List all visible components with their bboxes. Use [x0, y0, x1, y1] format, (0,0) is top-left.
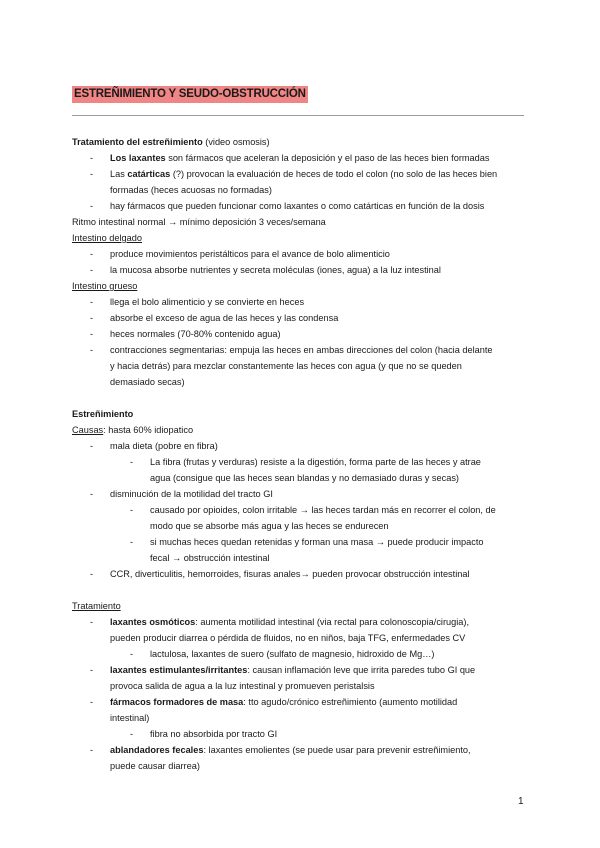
spacer: [72, 582, 532, 598]
sub-list-item: - si muchas heces quedan retenidas y forman una masa → puede producir impacto: [72, 534, 532, 550]
list-item: - produce movimientos peristálticos para el avance de bolo alimenticio: [72, 246, 532, 262]
list-item: - disminución de la motilidad del tracto GI: [72, 486, 532, 502]
section-heading-constipation: Estreñimiento: [72, 409, 134, 419]
list-item: - fármacos formadores de masa: tto agudo/crónico estreñimiento (aumento motilidad: [72, 694, 532, 710]
title-divider: [72, 115, 524, 116]
section-heading-treatment: Tratamiento: [72, 601, 121, 611]
list-item: - la mucosa absorbe nutrientes y secreta moléculas (iones, agua) a la luz intestinal: [72, 262, 532, 278]
list-item: - laxantes estimulantes/irritantes: causan inflamación leve que irrita paredes tubo GI que: [72, 662, 532, 678]
sub-list-item: - causado por opioides, colon irritable → las heces tardan más en recorrer el colon, de: [72, 502, 532, 518]
sub-list-item-continuation: modo que se absorbe más agua y las heces se endurecen: [150, 521, 389, 531]
list-item: - CCR, diverticulitis, hemorroides, fisuras anales→ pueden provocar obstrucción intestinal: [72, 566, 532, 582]
list-item: - laxantes osmóticos: aumenta motilidad intestinal (via rectal para colonoscopia/cirugia),: [72, 614, 532, 630]
paragraph-causes: Causas: hasta 60% idiopatico: [72, 425, 194, 435]
list-item: - mala dieta (pobre en fibra): [72, 438, 532, 454]
subheading-small-intestine: Intestino delgado: [72, 233, 142, 243]
list-item-continuation: demasiado secas): [110, 377, 185, 387]
list-item-continuation: puede causar diarrea): [110, 761, 200, 771]
sub-list-item: - fibra no absorbida por tracto GI: [72, 726, 532, 742]
list-item: - hay fármacos que pueden funcionar como laxantes o como catárticas en función de la dosis: [72, 198, 532, 214]
list-item: - Los laxantes son fármacos que aceleran la deposición y el paso de las heces bien formadas: [72, 150, 532, 166]
list-item-continuation: provoca salida de agua a la luz intestinal y promueven peristalsis: [110, 681, 375, 691]
document-body: [72, 134, 532, 774]
list-item-continuation: formadas (heces acuosas no formadas): [110, 185, 272, 195]
list-item: - absorbe el exceso de agua de las heces y las condensa: [72, 310, 532, 326]
list-item: - ablandadores fecales: laxantes emolientes (se puede usar para prevenir estreñimiento,: [72, 742, 532, 758]
page-title: ESTREÑIMIENTO Y SEUDO-OBSTRUCCIÓN: [72, 86, 308, 103]
list-item: - Las catárticas (?) provocan la evaluación de heces de todo el colon (no solo de las heces bien: [72, 166, 532, 182]
sub-list-item: - lactulosa, laxantes de suero (sulfato de magnesio, hidroxido de Mg…): [72, 646, 532, 662]
list-item-continuation: intestinal): [110, 713, 150, 723]
list-item: - heces normales (70-80% contenido agua): [72, 326, 532, 342]
paragraph: Ritmo intestinal normal → mínimo deposición 3 veces/semana: [72, 217, 326, 227]
section-heading-treatment-constipation: Tratamiento del estreñimiento (video osmosis): [72, 137, 270, 147]
subheading-large-intestine: Intestino grueso: [72, 281, 138, 291]
sub-list-item-continuation: fecal → obstrucción intestinal: [150, 553, 270, 563]
sub-list-item-continuation: agua (consigue que las heces sean blandas y no demasiado duras y secas): [150, 473, 459, 483]
spacer: [72, 390, 532, 406]
page-number: 1: [518, 796, 524, 807]
list-item: - contracciones segmentarias: empuja las heces en ambas direcciones del colon (hacia delante: [72, 342, 532, 358]
sub-list-item: - La fibra (frutas y verduras) resiste a la digestión, forma parte de las heces y atrae: [72, 454, 532, 470]
list-item-continuation: pueden producir diarrea o pérdida de fluidos, no en niños, baja TFG, enfermedades CV: [110, 633, 466, 643]
list-item-continuation: y hacia detrás) para mezclar constantemente las heces con agua (y que no se queden: [110, 361, 462, 371]
list-item: - llega el bolo alimenticio y se convierte en heces: [72, 294, 532, 310]
